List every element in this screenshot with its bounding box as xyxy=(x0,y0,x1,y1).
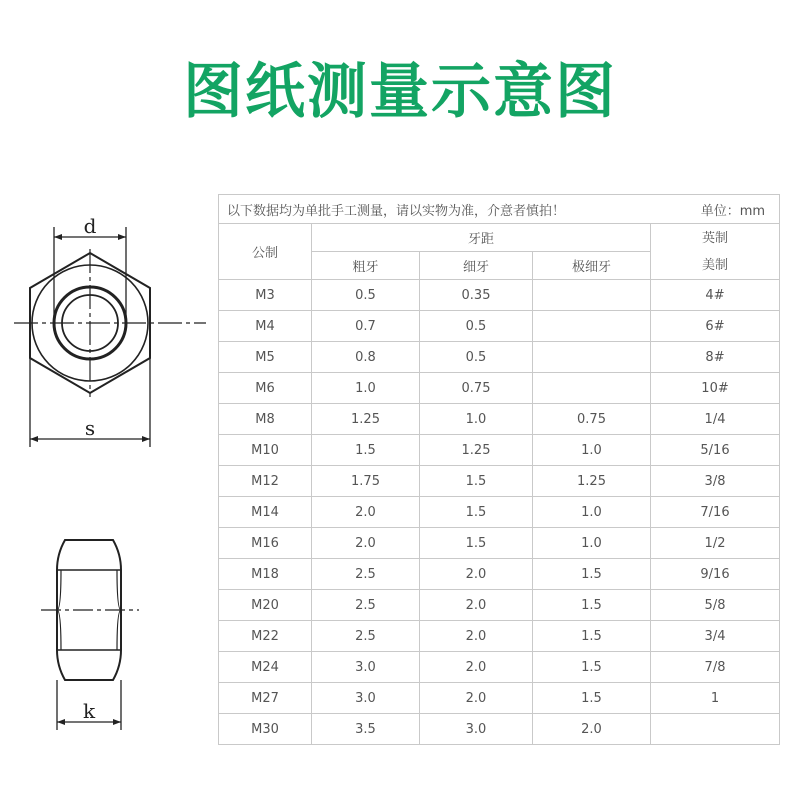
cell-size: M8 xyxy=(219,404,312,435)
table-note-row xyxy=(219,195,780,224)
cell-coarse: 3.0 xyxy=(312,683,420,714)
header-coarse: 粗牙 xyxy=(312,252,420,280)
hex-nut-top-view-diagram xyxy=(10,205,210,460)
cell-size: M4 xyxy=(219,311,312,342)
cell-imperial: 6# xyxy=(651,311,780,342)
table-row xyxy=(219,559,780,590)
cell-fine: 2.0 xyxy=(420,683,533,714)
table-row xyxy=(219,311,780,342)
cell-imperial: 8# xyxy=(651,342,780,373)
table-row xyxy=(219,466,780,497)
cell-fine: 1.5 xyxy=(420,528,533,559)
cell-extra-fine: 1.0 xyxy=(533,528,651,559)
cell-coarse: 0.8 xyxy=(312,342,420,373)
cell-imperial: 1 xyxy=(651,683,780,714)
cell-imperial: 5/8 xyxy=(651,590,780,621)
cell-imperial: 4# xyxy=(651,280,780,311)
cell-size: M5 xyxy=(219,342,312,373)
cell-coarse: 1.0 xyxy=(312,373,420,404)
header-imperial xyxy=(651,224,780,280)
cell-imperial: 5/16 xyxy=(651,435,780,466)
cell-fine: 0.75 xyxy=(420,373,533,404)
unit-label: 单位：mm xyxy=(651,195,780,224)
page-title: 图纸测量示意图 xyxy=(183,57,617,127)
table-row xyxy=(219,652,780,683)
table-header-row xyxy=(219,224,780,252)
cell-imperial: 7/8 xyxy=(651,652,780,683)
cell-fine: 1.5 xyxy=(420,466,533,497)
table-row xyxy=(219,342,780,373)
cell-imperial: 3/4 xyxy=(651,621,780,652)
table-row xyxy=(219,683,780,714)
cell-coarse: 1.75 xyxy=(312,466,420,497)
cell-fine: 0.5 xyxy=(420,311,533,342)
header-fine: 细牙 xyxy=(420,252,533,280)
cell-extra-fine: 1.5 xyxy=(533,590,651,621)
cell-fine: 1.5 xyxy=(420,497,533,528)
cell-extra-fine xyxy=(533,280,651,311)
cell-size: M16 xyxy=(219,528,312,559)
cell-extra-fine: 1.25 xyxy=(533,466,651,497)
cell-imperial xyxy=(651,714,780,745)
cell-coarse: 3.5 xyxy=(312,714,420,745)
cell-fine: 2.0 xyxy=(420,559,533,590)
label-s: s xyxy=(84,416,96,440)
table-row xyxy=(219,404,780,435)
cell-fine: 0.5 xyxy=(420,342,533,373)
cell-coarse: 2.5 xyxy=(312,621,420,652)
thread-spec-table xyxy=(218,194,780,745)
cell-extra-fine: 1.0 xyxy=(533,497,651,528)
cell-coarse: 3.0 xyxy=(312,652,420,683)
cell-coarse: 0.5 xyxy=(312,280,420,311)
table-row xyxy=(219,497,780,528)
cell-size: M22 xyxy=(219,621,312,652)
cell-coarse: 2.5 xyxy=(312,559,420,590)
label-k: k xyxy=(82,699,96,723)
table-row xyxy=(219,621,780,652)
table-row xyxy=(219,280,780,311)
measurement-note: 以下数据均为单批手工测量，请以实物为准，介意者慎拍！ xyxy=(219,195,651,224)
cell-extra-fine: 1.5 xyxy=(533,652,651,683)
cell-size: M30 xyxy=(219,714,312,745)
cell-imperial: 1/2 xyxy=(651,528,780,559)
cell-extra-fine: 1.5 xyxy=(533,621,651,652)
cell-fine: 2.0 xyxy=(420,621,533,652)
header-metric: 公制 xyxy=(219,224,312,280)
cell-size: M18 xyxy=(219,559,312,590)
header-american-label: 美制 xyxy=(702,257,729,273)
cell-coarse: 2.0 xyxy=(312,528,420,559)
cell-imperial: 9/16 xyxy=(651,559,780,590)
header-extra-fine: 极细牙 xyxy=(533,252,651,280)
table-row xyxy=(219,373,780,404)
cell-fine: 2.0 xyxy=(420,652,533,683)
label-d: d xyxy=(83,214,97,238)
cell-extra-fine: 0.75 xyxy=(533,404,651,435)
cell-imperial: 1/4 xyxy=(651,404,780,435)
cell-imperial: 10# xyxy=(651,373,780,404)
table-row xyxy=(219,590,780,621)
cell-coarse: 0.7 xyxy=(312,311,420,342)
cell-extra-fine xyxy=(533,342,651,373)
cell-coarse: 2.0 xyxy=(312,497,420,528)
cell-extra-fine xyxy=(533,311,651,342)
cell-fine: 1.25 xyxy=(420,435,533,466)
cell-size: M20 xyxy=(219,590,312,621)
cell-coarse: 2.5 xyxy=(312,590,420,621)
cell-extra-fine: 1.5 xyxy=(533,683,651,714)
cell-coarse: 1.25 xyxy=(312,404,420,435)
cell-extra-fine: 1.0 xyxy=(533,435,651,466)
cell-size: M3 xyxy=(219,280,312,311)
cell-fine: 1.0 xyxy=(420,404,533,435)
cell-fine: 3.0 xyxy=(420,714,533,745)
cell-size: M12 xyxy=(219,466,312,497)
table-row xyxy=(219,435,780,466)
cell-imperial: 3/8 xyxy=(651,466,780,497)
cell-imperial: 7/16 xyxy=(651,497,780,528)
header-imperial-label: 英制 xyxy=(702,230,729,246)
header-pitch: 牙距 xyxy=(312,224,651,252)
cell-extra-fine xyxy=(533,373,651,404)
cell-size: M24 xyxy=(219,652,312,683)
cell-size: M14 xyxy=(219,497,312,528)
table-row xyxy=(219,714,780,745)
cell-size: M10 xyxy=(219,435,312,466)
cell-size: M27 xyxy=(219,683,312,714)
cell-size: M6 xyxy=(219,373,312,404)
hex-nut-side-view-diagram xyxy=(35,530,145,740)
cell-coarse: 1.5 xyxy=(312,435,420,466)
table-row xyxy=(219,528,780,559)
cell-fine: 2.0 xyxy=(420,590,533,621)
cell-extra-fine: 2.0 xyxy=(533,714,651,745)
cell-extra-fine: 1.5 xyxy=(533,559,651,590)
cell-fine: 0.35 xyxy=(420,280,533,311)
